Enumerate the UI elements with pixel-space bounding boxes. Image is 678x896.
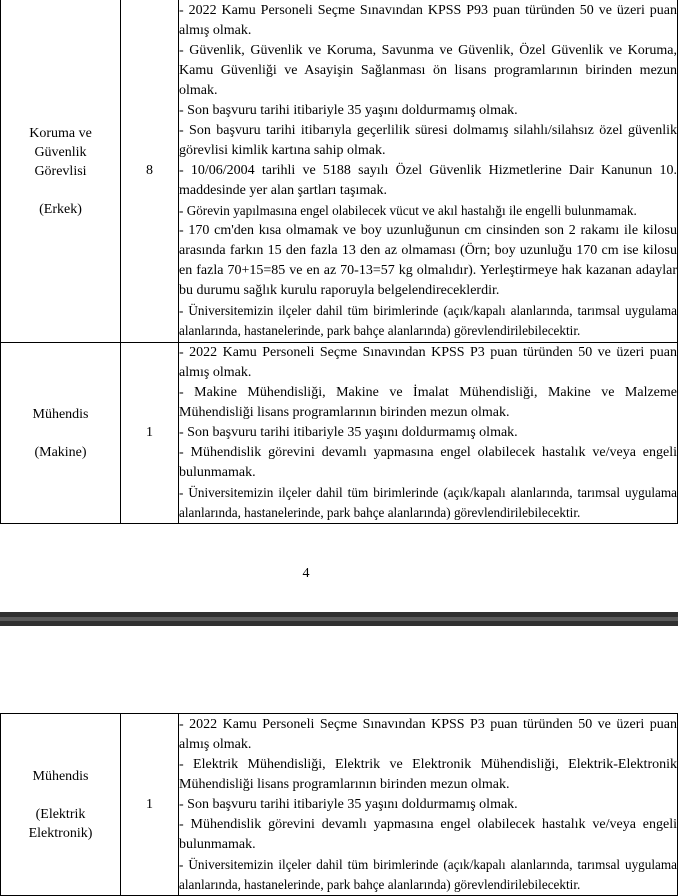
position-branch-line: (Makine): [34, 444, 87, 460]
requirement-item: - 2022 Kamu Personeli Seçme Sınavından KPSS P3 puan türünden 50 ve üzeri puan almış olmak.: [179, 716, 677, 752]
requirement-item: - Mühendislik görevini devamlı yapmasına engel olabilecek hastalık ve/veya engeli bulunmamak.: [179, 445, 677, 480]
requirement-item: - 2022 Kamu Personeli Seçme Sınavından KPSS P3 puan türünden 50 ve üzeri puan almış olmak.: [179, 345, 677, 380]
requirement-item: - Güvenlik, Güvenlik ve Koruma, Savunma ve Güvenlik, Özel Güvenlik ve Koruma, Kamu Güvenliği ve Asayişin Sağlanması ön lisans programlarının birinden mezun olmak.: [179, 43, 677, 98]
requirement-item: - Son başvuru tarihi itibariyle 35 yaşını doldurmamış olmak.: [179, 425, 518, 440]
position-name-line: Koruma ve: [29, 125, 92, 141]
requirement-item: - Üniversitemizin ilçeler dahil tüm birimlerinde (açık/kapalı alanlarında, tarımsal uygulama alanlarında, hastanelerinde, park bahçe alanlarında) görevlendirilebilecektir.: [179, 303, 677, 338]
quota-cell: 1: [121, 343, 179, 524]
position-name-line: Mühendis: [32, 768, 89, 784]
requirement-item: - 170 cm'den kısa olmamak ve boy uzunluğunun cm cinsinden son 2 rakamı ile kilosu arasında farkın 15 den fazla 13 den az olmaması (Örn; boy uzunluğu 170 cm ise kilosu en fazla 70+15=85 ve en az 70-13=57 kg olmalıdır). Yerleştirmeye hak kazanan adaylar bu durumu sağlık kurulu raporuyla belgelendireceklerdir.: [179, 223, 677, 298]
table-row: [1, 0, 678, 343]
requirement-item: - Üniversitemizin ilçeler dahil tüm birimlerinde (açık/kapalı alanlarında, tarımsal uygulama alanlarında, hastanelerinde, park bahçe alanlarında) görevlendirilebilecektir.: [179, 485, 677, 520]
page-number: 4: [302, 566, 310, 581]
requirement-item: - Elektrik Mühendisliği, Elektrik ve Elektronik Mühendisliği, Elektrik-Elektronik Mühendisliği lisans programlarının birinden mezun olmak.: [179, 756, 677, 792]
requirements-cell: [179, 0, 678, 343]
requirement-item: - Makine Mühendisliği, Makine ve İmalat Mühendisliği, Makine ve Malzeme Mühendisliği lisans programlarının birinden mezun olmak.: [179, 385, 677, 420]
position-gender-line: (Erkek): [39, 201, 82, 217]
page-separator: [0, 612, 678, 626]
positions-table-continued: [0, 713, 678, 896]
requirement-item: - Son başvuru tarihi itibariyle 35 yaşını doldurmamış olmak.: [179, 103, 518, 118]
position-cell: [1, 343, 121, 524]
requirements-cell: [179, 714, 678, 896]
requirement-item: - Son başvuru tarihi itibarıyla geçerlilik süresi dolmamış silahlı/silahsız özel güvenlik görevlisi kimlik kartına sahip olmak.: [179, 123, 677, 158]
requirement-item: - Mühendislik görevini devamlı yapmasına engel olabilecek hastalık ve/veya engeli bulunmamak.: [179, 816, 677, 852]
position-cell: [1, 0, 121, 343]
position-name-line: Mühendis: [32, 406, 89, 422]
requirements-cell: [179, 343, 678, 524]
quota-cell: 8: [121, 0, 179, 343]
position-cell: [1, 714, 121, 896]
quota-cell: 1: [121, 714, 179, 896]
position-name-line: Görevlisi: [34, 163, 87, 179]
position-branch-line: (Elektrik: [35, 806, 86, 822]
table-row: [1, 714, 678, 896]
position-name-line: Güvenlik: [34, 144, 87, 160]
requirement-item: - 10/06/2004 tarihli ve 5188 sayılı Özel Güvenlik Hizmetlerine Dair Kanunun 10. maddesinde yer alan şartları taşımak.: [179, 163, 677, 198]
position-branch-line: Elektronik): [28, 825, 93, 841]
requirement-item: - Üniversitemizin ilçeler dahil tüm birimlerinde (açık/kapalı alanlarında, tarımsal uygulama alanlarında, hastanelerinde, park bahçe alanlarında) görevlendirilebilecektir.: [179, 856, 677, 892]
requirement-item: - Görevin yapılmasına engel olabilecek vücut ve akıl hastalığı ile engelli bulunmamak.: [179, 203, 637, 218]
table-row: [1, 343, 678, 524]
requirement-item: - Son başvuru tarihi itibariyle 35 yaşını doldurmamış olmak.: [179, 796, 518, 812]
requirement-item: - 2022 Kamu Personeli Seçme Sınavından KPSS P93 puan türünden 50 ve üzeri puan almış olmak.: [179, 3, 677, 38]
